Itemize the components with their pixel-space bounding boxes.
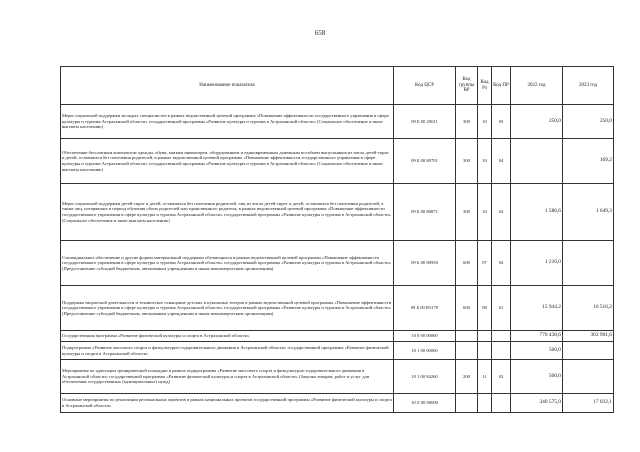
row-2022: 1 586,6 — [511, 184, 563, 241]
row-rz: 10 — [478, 184, 492, 241]
row-vr — [456, 331, 478, 342]
row-csr: 10 1 00 00000 — [394, 342, 456, 360]
row-pr: 01 — [492, 286, 511, 331]
row-pr — [492, 342, 511, 360]
row-csr: 10 1 00 84260 — [394, 360, 456, 394]
row-pr: 04 — [492, 184, 511, 241]
table-row — [61, 105, 614, 139]
row-2022: 250,0 — [511, 105, 563, 139]
row-2023 — [563, 360, 614, 394]
row-2022: 15 944,2 — [511, 286, 563, 331]
header-name: Наименование показателя — [61, 67, 394, 105]
table-row — [61, 394, 614, 413]
row-csr: 09 Б 00 80871 — [394, 184, 456, 241]
header-vr: Код группы ВР — [456, 67, 478, 105]
table-row — [61, 286, 614, 331]
row-pr: 04 — [492, 241, 511, 286]
row-rz: 11 — [478, 360, 492, 394]
row-rz — [478, 342, 492, 360]
row-2022: 560,0 — [511, 360, 563, 394]
row-2022: 560,0 — [511, 342, 563, 360]
row-name: Подпрограмма «Развитие массового спорта и физкультурно-оздоровительного движения в Астраханской области» государственной программы «Развитие физической культуры и спорта в Астраханской области» — [61, 342, 394, 360]
row-pr — [492, 394, 511, 413]
row-2023: 363 901,6 — [563, 331, 614, 342]
row-pr: 02 — [492, 360, 511, 394]
row-pr: 04 — [492, 139, 511, 184]
header-csr: Код ЦСР — [394, 67, 456, 105]
row-pr — [492, 331, 511, 342]
row-rz — [478, 331, 492, 342]
row-name: Государственная программа «Развитие физической культуры и спорта в Астраханской области» — [61, 331, 394, 342]
row-csr: 10 0 00 00000 — [394, 331, 456, 342]
table-row — [61, 139, 614, 184]
header-rz: Код Рз — [478, 67, 492, 105]
table-row — [61, 331, 614, 342]
row-2023: 16 516,2 — [563, 286, 614, 331]
row-pr: 03 — [492, 105, 511, 139]
row-name: Стипендиальное обеспечение и другие формы материальной поддержки обучающихся в рамках ведомственной целевой программы «Повышение эффективности государственного управления в сфере культуры и туризма Астраханской области» государственной программы «Развитие культуры и туризма в Астраханской области» (Предоставление субсидий бюджетным, автономным учреждениям и иным некоммерческим организациям) — [61, 241, 394, 286]
table-header — [61, 67, 614, 105]
row-csr: 09 Б 00 80701 — [394, 139, 456, 184]
row-name: Основные мероприятия по реализации региональных проектов в рамках национальных проектов государственной программы «Развитие физической культуры и спорта в Астраханской области» — [61, 394, 394, 413]
row-vr: 600 — [456, 241, 478, 286]
row-rz: 08 — [478, 286, 492, 331]
row-name: Мероприятия по адаптации тренировочной площадки в рамках подпрограммы «Развитие массового спорта и физкультурно-оздоровительного движения в Астраханской области» государственной программы «Развитие физической культуры и спорта в Астраханской области» (Закупка товаров, работ и услуг для обеспечения государственных (муниципальных) нужд) — [61, 360, 394, 394]
row-2022 — [511, 139, 563, 184]
row-name: Меры социальной поддержки молодых специалистов в рамках ведомственной целевой программы «Повышение эффективности государственного управления в сфере культуры и туризма Астраханской области» государственной программы «Развитие культуры и туризма в Астраханской области» (Социальное обеспечение и иные выплаты населению) — [61, 105, 394, 139]
row-2023: 250,0 — [563, 105, 614, 139]
page-number: 658 — [314, 29, 326, 37]
row-vr: 300 — [456, 184, 478, 241]
row-csr: 09 Б 00 80950 — [394, 241, 456, 286]
row-vr: 300 — [456, 105, 478, 139]
row-vr: 200 — [456, 360, 478, 394]
table-row — [61, 342, 614, 360]
row-2023 — [563, 241, 614, 286]
row-vr — [456, 342, 478, 360]
row-vr — [456, 394, 478, 413]
header-2023: 2023 год — [563, 67, 614, 105]
table-row — [61, 184, 614, 241]
row-2023: 1 649,3 — [563, 184, 614, 241]
table-row — [61, 241, 614, 286]
row-csr: 10 Z 00 00000 — [394, 394, 456, 413]
row-vr: 600 — [456, 286, 478, 331]
row-2023: 17 032,1 — [563, 394, 614, 413]
header-2022: 2022 год — [511, 67, 563, 105]
row-csr: 09 Б 00 29011 — [394, 105, 456, 139]
budget-table — [60, 66, 614, 413]
header-pr: Код ПР — [492, 67, 511, 105]
row-2022: 770 438,6 — [511, 331, 563, 342]
row-rz: 10 — [478, 105, 492, 139]
row-2023: 169,2 — [563, 139, 614, 184]
row-2022: 1 216,0 — [511, 241, 563, 286]
row-rz: 10 — [478, 139, 492, 184]
row-name: Поддержка творческой деятельности и техническое оснащение детских и кукольных театров в рамках ведомственной целевой программы «Повышение эффективности государственного управления в сфере культуры и туризма Астраханской области» государственной программы «Развитие культуры и туризма в Астраханской области» (Предоставление субсидий бюджетным, автономным учреждениям и иным некоммерческим организациям) — [61, 286, 394, 331]
row-csr: 09 Б 00 R5170 — [394, 286, 456, 331]
table-row — [61, 360, 614, 394]
row-rz: 07 — [478, 241, 492, 286]
row-vr: 300 — [456, 139, 478, 184]
row-2023 — [563, 342, 614, 360]
row-2022: 340 575,0 — [511, 394, 563, 413]
row-rz — [478, 394, 492, 413]
row-name: Меры социальной поддержки детей-сирот и детей, оставшихся без попечения родителей, лиц из числа детей-сирот и детей, оставшихся без попечения родителей, а также лиц, потерявших в период обучения обоих родителей или единственного родителя, в рамках ведомственной целевой программы «Повышение эффективности государственного управления в сфере культуры и туризма Астраханской области» государственной программы «Развитие культуры и туризма в Астраханской области» (Социальное обеспечение и иные выплаты населению) — [61, 184, 394, 241]
row-name: Обеспечение бесплатным комплектом одежды, обуви, мягким инвентарем, оборудованием и единовременным денежным пособием выпускников из числа детей-сирот и детей, оставшихся без попечения родителей, в рамках ведомственной целевой программы «Повышение эффективности государственного управления в сфере культуры и туризма Астраханской области» государственной программы «Развитие культуры и туризма в Астраханской области» (Социальное обеспечение и иные выплаты населению) — [61, 139, 394, 184]
